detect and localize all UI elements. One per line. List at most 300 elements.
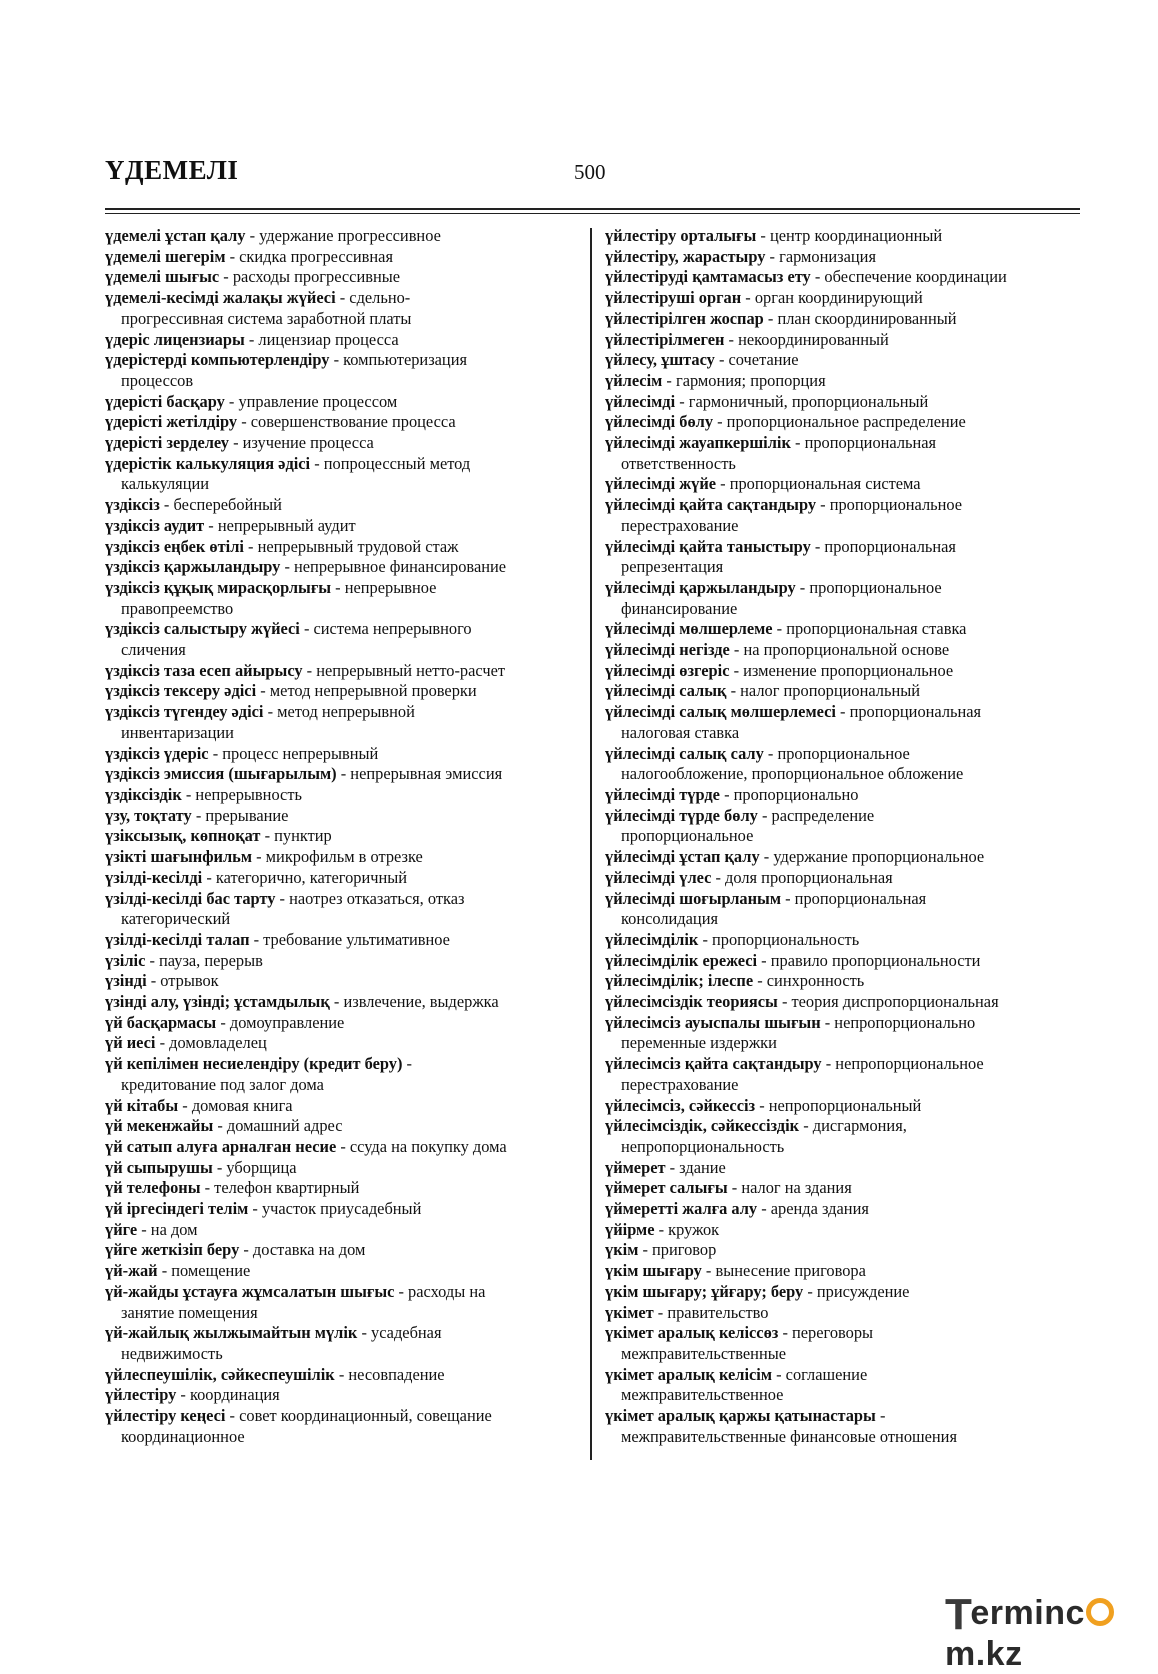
entry-translation: - помещение [157,1261,251,1281]
entry-term: үйлесімді жауапкершілік [605,433,791,453]
entry-translation-continued: финансирование [621,598,738,618]
entry-translation-continued: кредитование под залог дома [121,1074,324,1094]
dictionary-entry [105,226,582,247]
dictionary-entry [605,433,1083,474]
entry-term: үкімет аралық қаржы қатынастары [605,1406,876,1426]
entry-translation-continued: налогообложение, пропорциональное обложение [621,764,964,784]
dictionary-entry [605,1054,1083,1095]
dictionary-entry [105,889,582,930]
entry-translation: - управление процессом [224,391,398,411]
entry-translation: - непрерывная эмиссия [336,764,503,784]
entry-translation: - приговор [638,1240,717,1260]
dictionary-entry [105,1178,582,1199]
entry-term: үдерістерді компьютерлендіру [105,350,330,370]
entry-translation: - домовладелец [155,1033,267,1053]
entry-term: үйлесімді мөлшерлеме [605,619,773,639]
entry-translation: - теория диспропорциональная [777,992,999,1012]
entry-term: үздіксіз таза есеп айырысу [105,660,303,680]
entry-term: үйлесімділік [605,929,699,949]
entry-term: үздіксіз эмиссия (шығарылым) [105,764,337,784]
dictionary-entry [605,392,1083,413]
entry-translation: - удержание пропорциональное [759,847,985,867]
dictionary-entry [105,1365,582,1386]
entry-term: үдерісті зерделеу [105,433,229,453]
entry-translation: - расходы прогрессивные [219,267,401,287]
entry-translation: - непрерывное [331,577,437,597]
entry-term: үдерісті жетілдіру [105,412,238,432]
entry-translation-continued: репрезентация [621,557,724,577]
logo-text-end: m.kz [945,1635,1023,1673]
dictionary-entry [605,930,1083,951]
entry-translation: - требование ультимативное [249,929,450,949]
entry-term: үйге [105,1219,138,1239]
dictionary-entry [105,1158,582,1179]
entry-translation: - совет координационный, совещание [225,1406,492,1426]
dictionary-entry [105,1116,582,1137]
entry-translation: - координация [176,1385,280,1405]
logo-circle-icon [1086,1598,1114,1626]
entry-translation: - вынесение приговора [701,1261,866,1281]
logo-text-middle: erminc [970,1594,1085,1632]
entry-term: үйлестіру кеңесі [105,1406,226,1426]
dictionary-entry [605,226,1083,247]
entry-translation-continued: переменные издержки [621,1033,777,1053]
entry-translation: - доля пропорциональная [711,867,893,887]
entry-translation: - домоуправление [216,1012,345,1032]
entry-term: үздіксіз тексеру әдісі [105,681,257,701]
entry-translation: - удержание прогрессивное [245,226,441,245]
entry-term: үкімет аралық келіссөз [605,1323,779,1343]
entry-translation: - непрерывность [181,784,302,804]
dictionary-entry [605,868,1083,889]
dictionary-entry [105,930,582,951]
entry-translation: - пропорциональная [781,888,927,908]
entry-translation-continued: калькуляции [121,474,210,494]
dictionary-entry [605,951,1083,972]
entry-term: үйлестіруді қамтамасыз ету [605,267,811,287]
dictionary-entry [605,1240,1083,1261]
dictionary-entry [605,889,1083,930]
entry-translation-continued: правопреемство [121,598,234,618]
dictionary-entry [605,1158,1083,1179]
entry-term: үйлесімді өзгеріс [605,660,730,680]
entry-term: үйлестіру орталығы [605,226,757,245]
entry-term: үйлесімді жүйе [605,474,717,494]
entry-translation: - пунктир [260,826,332,846]
entry-term: үзінді алу, үзінді; ұстамдылық [105,992,330,1012]
entry-term: үйлесімділік ережесі [605,950,758,970]
entry-translation: - пропорциональное [763,743,910,763]
entry-translation: - синхронность [753,971,865,991]
entry-translation: - дисгармония, [799,1116,907,1136]
entry-translation: - пропорционально [719,784,859,804]
dictionary-entry [605,744,1083,785]
entry-term: үйлесімді бөлу [605,412,714,432]
entry-translation: - отрывок [146,971,219,991]
entry-translation: - присуждение [803,1281,910,1301]
entry-term: үйлесімді [605,391,676,411]
dictionary-entry [605,267,1083,288]
dictionary-entry [605,1116,1083,1157]
entry-term: үйлесімді салық [605,681,727,701]
entry-translation-continued: категорический [121,909,231,929]
dictionary-entry [605,412,1083,433]
dictionary-entry [605,640,1083,661]
dictionary-entry [605,661,1083,682]
entry-term: үймерет [605,1157,666,1177]
dictionary-entry [105,1282,582,1323]
entry-translation-continued: непропорциональность [621,1136,785,1156]
dictionary-entry [105,1323,582,1364]
left-column [105,226,582,1447]
dictionary-entry [605,681,1083,702]
entry-translation: - попроцессный метод [310,453,471,473]
entry-translation-continued: процессов [121,370,194,390]
entry-translation: - микрофильм в отрезке [252,847,423,867]
dictionary-entry [605,1282,1083,1303]
entry-translation: - пропорциональная [810,536,956,556]
dictionary-entry [605,1220,1083,1241]
entry-term: үйлесімді қаржыландыру [605,577,796,597]
entry-translation-continued: межправительственные финансовые отношения [621,1426,957,1446]
entry-term: үйлесімсіздік теориясы [605,992,778,1012]
dictionary-entry [105,288,582,329]
dictionary-entry [105,350,582,391]
entry-term: үйлестіруші орган [605,288,742,308]
dictionary-entry [605,330,1083,351]
entry-translation: - обеспечение координации [810,267,1007,287]
entry-term: үйге жеткізіп беру [105,1240,240,1260]
dictionary-entry [605,309,1083,330]
entry-term: үзілді-кесілді бас тарту [105,888,276,908]
entry-translation: - соглашение [772,1364,868,1384]
entry-translation: - извлечение, выдержка [329,992,499,1012]
entry-term: үдемелі шегерім [105,246,226,266]
dictionary-entry [105,392,582,413]
entry-translation-continued: сличения [121,640,186,660]
dictionary-entry [105,847,582,868]
entry-translation: - здание [665,1157,726,1177]
dictionary-entry [105,1406,582,1447]
entry-translation: - усадебная [357,1323,442,1343]
dictionary-entry [105,785,582,806]
dictionary-entry [605,247,1083,268]
dictionary-entry [105,1054,582,1095]
entry-term: үздіксіз түгендеу әдісі [105,702,264,722]
entry-term: үйлесімсіз қайта сақтандыру [605,1054,822,1074]
dictionary-entry [105,951,582,972]
entry-term: үздіксіз еңбек өтілі [105,536,244,556]
entry-translation-continued: перестрахование [621,1074,739,1094]
dictionary-entry [105,1261,582,1282]
entry-term: үкім шығару; ұйғару; беру [605,1281,804,1301]
entry-term: үй басқармасы [105,1012,217,1032]
entry-translation: - лицензиар процесса [244,329,399,349]
dictionary-entry [605,1303,1083,1324]
entry-term: үйлестіру, жарастыру [605,246,766,266]
entry-translation: - компьютеризация [329,350,468,370]
entry-term: үйлесу, ұштасу [605,350,715,370]
dictionary-entry [605,847,1083,868]
dictionary-entry [605,702,1083,743]
entry-translation: - метод непрерывной проверки [256,681,477,701]
entry-translation: - гармонизация [765,246,876,266]
dictionary-entry [105,412,582,433]
entry-translation-continued: межправительственные [621,1343,787,1363]
entry-translation: - правило пропорциональности [757,950,981,970]
entry-term: үзілді-кесілді талап [105,929,250,949]
entry-translation: - участок приусадебный [248,1199,422,1219]
dictionary-entry [605,1013,1083,1054]
entry-term: үкім [605,1240,639,1260]
entry-term: үй-жайды ұстауға жұмсалатын шығыс [105,1281,395,1301]
entry-term: үй кітабы [105,1095,179,1115]
entry-translation: - непрерывное финансирование [280,557,507,577]
entry-term: үдерісті басқару [105,391,225,411]
entry-translation: - домовая книга [178,1095,293,1115]
entry-term: үздіксіз салыстыру жүйесі [105,619,300,639]
dictionary-entry [605,619,1083,640]
column-divider [590,228,592,1460]
entry-term: үкімет аралық келісім [605,1364,773,1384]
dictionary-entry [105,516,582,537]
dictionary-entry [605,806,1083,847]
entry-translation: - переговоры [778,1323,874,1343]
entry-term: үзу, тоқтату [105,805,192,825]
entry-translation-continued: недвижимость [121,1343,223,1363]
entry-term: үйлеспеушілік, сәйкеспеушілік [105,1364,335,1384]
dictionary-entry [105,330,582,351]
dictionary-entry [105,1385,582,1406]
entry-term: үймерет салығы [605,1178,728,1198]
entry-term: үйлесімді шоғырланым [605,888,782,908]
dictionary-entry [605,578,1083,619]
entry-term: үздіксіз қаржыландыру [105,557,281,577]
entry-term: үздіксіз үдеріс [105,743,209,763]
entry-term: үй кепілімен несиелендіру (кредит беру) [105,1054,403,1074]
entry-translation: - пропорциональное распределение [713,412,966,432]
entry-translation: - непропорционально [820,1012,976,1032]
dictionary-entry [105,1220,582,1241]
entry-translation: - центр координационный [756,226,943,245]
dictionary-entry [605,495,1083,536]
entry-translation: - расходы на [394,1281,486,1301]
dictionary-entry [105,702,582,743]
entry-term: үдемелі-кесімді жалақы жүйесі [105,288,336,308]
entry-term: үйлесімсіз, сәйкессіз [605,1095,756,1115]
dictionary-entry [105,433,582,454]
dictionary-entry [105,681,582,702]
entry-translation: - налог пропорциональный [726,681,921,701]
dictionary-entry [605,785,1083,806]
entry-translation: - пропорциональная система [716,474,921,494]
dictionary-entry [605,371,1083,392]
entry-translation: - ссуда на покупку дома [336,1136,507,1156]
entry-term: үзінді [105,971,147,991]
entry-translation: - распределение [757,805,875,825]
entry-term: үзіксызық, көпноқат [105,826,261,846]
entry-term: үйлесімсіз ауыспалы шығын [605,1012,821,1032]
entry-term: үйлесім [605,370,663,390]
entry-term: үзіліс [105,950,146,970]
dictionary-entry [105,495,582,516]
dictionary-entry [105,1033,582,1054]
dictionary-entry [105,247,582,268]
entry-term: үй сатып алуға арналған несие [105,1136,337,1156]
dictionary-entry [105,557,582,578]
entry-translation: - система непрерывного [299,619,472,639]
entry-translation-continued: пропорциональное [621,826,754,846]
entry-term: үйлесімді қайта сақтандыру [605,495,817,515]
entry-translation: - непропорциональное [821,1054,984,1074]
entry-translation: - прерывание [191,805,289,825]
entry-translation: - изучение процесса [229,433,374,453]
entry-term: үздіксіз құқық мирасқорлығы [105,577,332,597]
entry-term: үйлесімді ұстап қалу [605,847,760,867]
entry-term: үкім шығару [605,1261,702,1281]
dictionary-entry [105,1096,582,1117]
dictionary-entry [105,992,582,1013]
entry-term: үзілді-кесілді [105,867,203,887]
dictionary-entry [605,1096,1083,1117]
entry-translation: - [402,1054,412,1074]
entry-term: үй телефоны [105,1178,201,1198]
entry-term: үйлесімді салық салу [605,743,764,763]
dictionary-entry [605,1261,1083,1282]
entry-translation: - пауза, перерыв [145,950,263,970]
entry-term: үй иесі [105,1033,156,1053]
entry-term: үйлестіру [105,1385,177,1405]
entry-translation: - гармоничный, пропорциональный [675,391,929,411]
entry-translation: - совершенствование процесса [237,412,456,432]
entry-translation: - на пропорциональной основе [729,640,950,660]
entry-translation: - пропорциональное [795,577,942,597]
dictionary-entry [105,1240,582,1261]
dictionary-entry [605,1406,1083,1447]
entry-translation-continued: налоговая ставка [621,722,740,742]
dictionary-entry [605,971,1083,992]
dictionary-entry [105,661,582,682]
entry-translation: - план скоординированный [763,308,957,328]
entry-translation: - аренда здания [757,1199,869,1219]
dictionary-entry [105,619,582,660]
entry-translation-continued: координационное [121,1426,245,1446]
dictionary-entry [605,350,1083,371]
entry-translation: - непрерывный трудовой стаж [243,536,459,556]
dictionary-entry [105,826,582,847]
dictionary-entry [605,1323,1083,1364]
dictionary-entry [105,1199,582,1220]
entry-translation: - пропорциональная ставка [772,619,967,639]
entry-translation: - пропорциональное [816,495,963,515]
entry-term: үйлесімділік; ілеспе [605,971,754,991]
entry-translation: - пропорциональность [698,929,860,949]
entry-translation-continued: межправительственное [621,1385,784,1405]
dictionary-entry [105,806,582,827]
entry-translation-continued: ответственность [621,453,736,473]
entry-translation: - непропорциональный [755,1095,922,1115]
dictionary-entry [105,454,582,495]
entry-translation: - [875,1406,886,1426]
entry-translation: - сочетание [714,350,799,370]
dictionary-entry [105,971,582,992]
entry-term: үздіксіз [105,495,160,515]
entry-translation-continued: занятие помещения [121,1302,258,1322]
entry-translation: - домашний адрес [213,1116,343,1136]
entry-term: үй сыпырушы [105,1157,213,1177]
dictionary-entry [605,992,1083,1013]
entry-translation: - уборщица [212,1157,297,1177]
dictionary-entry [605,537,1083,578]
entry-translation: - категорично, категоричный [202,867,408,887]
entry-translation: - на дом [137,1219,198,1239]
entry-term: үзікті шағынфильм [105,847,253,867]
entry-term: үй мекенжайы [105,1116,214,1136]
dictionary-entry [605,288,1083,309]
header-rule-thick [105,208,1080,210]
entry-translation: - сдельно- [335,288,411,308]
entry-term: үймеретті жалға алу [605,1199,758,1219]
entry-term: үдемелі ұстап қалу [105,226,246,245]
logo-t: T [945,1590,973,1639]
page-number: 500 [574,160,606,184]
entry-translation: - непрерывный аудит [204,515,356,535]
entry-translation: - налог на здания [727,1178,852,1198]
entry-translation: - непрерывный нетто-расчет [302,660,506,680]
dictionary-entry [105,764,582,785]
entry-term: үйлесімді түрде [605,784,720,804]
entry-translation: - несовпадение [334,1364,445,1384]
dictionary-entry [605,474,1083,495]
entry-translation: - телефон квартирный [200,1178,360,1198]
entry-translation: - скидка прогрессивная [225,246,393,266]
entry-translation: - пропорциональная [835,702,982,722]
entry-term: үй іргесіндегі телім [105,1199,249,1219]
entry-term: үй-жайлық жылжымайтын мүлік [105,1323,358,1343]
entry-translation: - орган координирующий [741,288,923,308]
entry-translation: - некоординированный [724,329,889,349]
entry-term: үйлестірілмеген [605,329,725,349]
entry-translation-continued: инвентаризации [121,722,234,742]
entry-translation: - доставка на дом [239,1240,366,1260]
dictionary-entry [105,267,582,288]
entry-term: үдерістік калькуляция әдісі [105,453,311,473]
entry-translation: - кружок [654,1219,720,1239]
dictionary-entry [105,1137,582,1158]
entry-translation-continued: консолидация [621,909,718,929]
entry-translation: - пропорциональная [790,433,937,453]
entry-term: үйлесімді қайта таныстыру [605,536,811,556]
dictionary-entry [605,1199,1083,1220]
entry-translation: - процесс непрерывный [208,743,379,763]
right-column [605,226,1083,1447]
entry-term: үйлесімді түрде бөлу [605,805,758,825]
page-header-title: ҮДЕМЕЛІ [105,155,239,185]
dictionary-entry [605,1365,1083,1406]
entry-term: үйірме [605,1219,655,1239]
dictionary-entry [605,1178,1083,1199]
entry-term: үдемелі шығыс [105,267,220,287]
termincom-logo [945,1585,1158,1674]
entry-term: үздіксіздік [105,784,182,804]
entry-translation: - наотрез отказаться, отказ [275,888,465,908]
entry-translation-continued: перестрахование [621,515,739,535]
entry-term: үдеріс лицензиары [105,329,245,349]
dictionary-entry [105,744,582,765]
entry-term: үйлесімді негізде [605,640,730,660]
entry-translation-continued: прогрессивная система заработной платы [121,308,412,328]
entry-term: үй-жай [105,1261,158,1281]
